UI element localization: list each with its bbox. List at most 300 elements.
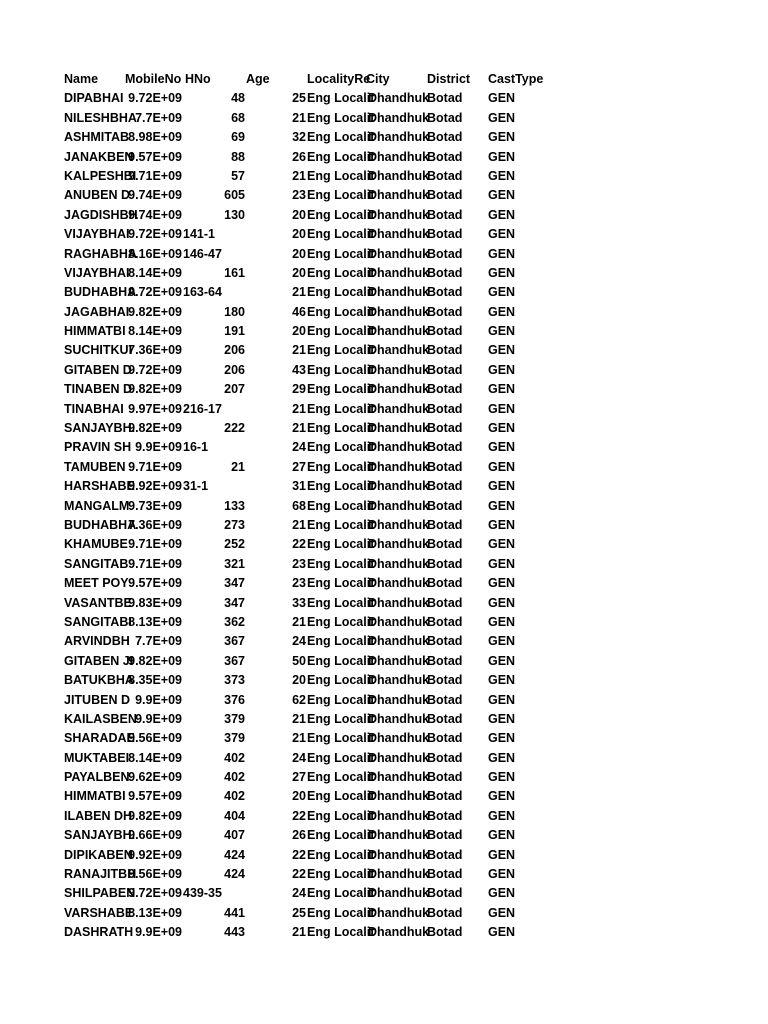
- cell-locality[interactable]: Eng Localit: [307, 362, 375, 377]
- cell-age[interactable]: 22: [292, 867, 306, 882]
- cell-district[interactable]: Botad: [427, 595, 463, 610]
- cell-city[interactable]: Dhandhuk: [368, 362, 430, 377]
- cell-city[interactable]: Dhandhuk: [368, 382, 430, 397]
- cell-hno[interactable]: 443: [224, 925, 245, 940]
- cell-locality[interactable]: Eng Localit: [307, 207, 375, 222]
- cell-hno[interactable]: 191: [224, 324, 245, 339]
- cell-cast[interactable]: GEN: [488, 498, 516, 513]
- cell-district[interactable]: Botad: [427, 886, 463, 901]
- cell-city[interactable]: Dhandhuk: [368, 537, 430, 552]
- cell-hno[interactable]: 69: [231, 130, 245, 145]
- cell-age[interactable]: 25: [292, 905, 306, 920]
- cell-district[interactable]: Botad: [427, 692, 463, 707]
- cell-mobile[interactable]: 8.14E+09: [128, 750, 182, 765]
- cell-district[interactable]: Botad: [427, 130, 463, 145]
- cell-cast[interactable]: GEN: [488, 168, 516, 183]
- cell-mobile[interactable]: 7.36E+09: [128, 517, 182, 532]
- cell-cast[interactable]: GEN: [488, 653, 516, 668]
- cell-mobile[interactable]: 9.82E+09: [128, 382, 182, 397]
- cell-mobile[interactable]: 9.74E+09: [128, 207, 182, 222]
- cell-cast[interactable]: GEN: [488, 886, 516, 901]
- cell-cast[interactable]: GEN: [488, 421, 516, 436]
- cell-locality[interactable]: Eng Localit: [307, 692, 375, 707]
- cell-locality[interactable]: Eng Localit: [307, 130, 375, 145]
- cell-district[interactable]: Botad: [427, 673, 463, 688]
- cell-mobile[interactable]: 8.13E+09: [128, 614, 182, 629]
- cell-locality[interactable]: Eng Localit: [307, 905, 375, 920]
- cell-district[interactable]: Botad: [427, 828, 463, 843]
- cell-name[interactable]: RANAJITBH: [64, 867, 137, 882]
- cell-locality[interactable]: Eng Localit: [307, 653, 375, 668]
- cell-mobile[interactable]: 8.14E+09: [128, 324, 182, 339]
- cell-district[interactable]: Botad: [427, 867, 463, 882]
- cell-age[interactable]: 33: [292, 595, 306, 610]
- cell-mobile[interactable]: 9.57E+09: [128, 576, 182, 591]
- cell-locality[interactable]: Eng Localit: [307, 789, 375, 804]
- cell-city[interactable]: Dhandhuk: [368, 517, 430, 532]
- cell-name[interactable]: HIMMATBI: [64, 324, 126, 339]
- cell-age[interactable]: 43: [292, 362, 306, 377]
- cell-cast[interactable]: GEN: [488, 149, 516, 164]
- cell-cast[interactable]: GEN: [488, 905, 516, 920]
- cell-cast[interactable]: GEN: [488, 770, 516, 785]
- cell-age[interactable]: 20: [292, 324, 306, 339]
- cell-city[interactable]: Dhandhuk: [368, 867, 430, 882]
- cell-district[interactable]: Botad: [427, 382, 463, 397]
- cell-locality[interactable]: Eng Localit: [307, 614, 375, 629]
- cell-locality[interactable]: Eng Localit: [307, 731, 375, 746]
- cell-city[interactable]: Dhandhuk: [368, 808, 430, 823]
- header-city[interactable]: City: [366, 72, 390, 86]
- cell-cast[interactable]: GEN: [488, 207, 516, 222]
- cell-hno[interactable]: 321: [224, 556, 245, 571]
- cell-district[interactable]: Botad: [427, 498, 463, 513]
- cell-hno[interactable]: 402: [224, 789, 245, 804]
- cell-age[interactable]: 22: [292, 808, 306, 823]
- cell-age[interactable]: 20: [292, 207, 306, 222]
- cell-mobile[interactable]: 9.72E+09: [128, 362, 182, 377]
- cell-cast[interactable]: GEN: [488, 614, 516, 629]
- cell-city[interactable]: Dhandhuk: [368, 556, 430, 571]
- cell-hno[interactable]: 424: [224, 847, 245, 862]
- cell-city[interactable]: Dhandhuk: [368, 207, 430, 222]
- cell-name[interactable]: MEET POY: [64, 576, 129, 591]
- cell-hno[interactable]: 367: [224, 634, 245, 649]
- header-hno[interactable]: HNo: [185, 72, 211, 86]
- cell-age[interactable]: 31: [292, 479, 306, 494]
- cell-district[interactable]: Botad: [427, 517, 463, 532]
- cell-cast[interactable]: GEN: [488, 595, 516, 610]
- cell-mobile[interactable]: 9.82E+09: [128, 421, 182, 436]
- cell-locality[interactable]: Eng Localit: [307, 828, 375, 843]
- cell-hno[interactable]: 216-17: [183, 401, 222, 416]
- cell-hno[interactable]: 57: [231, 168, 245, 183]
- cell-hno[interactable]: 367: [224, 653, 245, 668]
- cell-city[interactable]: Dhandhuk: [368, 440, 430, 455]
- cell-name[interactable]: BUDHABHA: [64, 517, 137, 532]
- cell-district[interactable]: Botad: [427, 421, 463, 436]
- cell-name[interactable]: JAGDISHBH: [64, 207, 138, 222]
- cell-city[interactable]: Dhandhuk: [368, 246, 430, 261]
- cell-locality[interactable]: Eng Localit: [307, 421, 375, 436]
- cell-age[interactable]: 29: [292, 382, 306, 397]
- cell-district[interactable]: Botad: [427, 304, 463, 319]
- cell-age[interactable]: 20: [292, 673, 306, 688]
- cell-locality[interactable]: Eng Localit: [307, 673, 375, 688]
- cell-name[interactable]: JAGABHAI: [64, 304, 130, 319]
- cell-city[interactable]: Dhandhuk: [368, 653, 430, 668]
- cell-cast[interactable]: GEN: [488, 91, 516, 106]
- cell-mobile[interactable]: 9.62E+09: [128, 770, 182, 785]
- cell-mobile[interactable]: 9.71E+09: [128, 168, 182, 183]
- cell-city[interactable]: Dhandhuk: [368, 847, 430, 862]
- cell-district[interactable]: Botad: [427, 731, 463, 746]
- cell-age[interactable]: 21: [292, 285, 306, 300]
- cell-mobile[interactable]: 9.82E+09: [128, 808, 182, 823]
- cell-hno[interactable]: 407: [224, 828, 245, 843]
- cell-mobile[interactable]: 9.72E+09: [128, 285, 182, 300]
- cell-age[interactable]: 50: [292, 653, 306, 668]
- cell-district[interactable]: Botad: [427, 925, 463, 940]
- cell-locality[interactable]: Eng Localit: [307, 479, 375, 494]
- cell-name[interactable]: VASANTBE: [64, 595, 132, 610]
- cell-hno[interactable]: 16-1: [183, 440, 209, 455]
- cell-name[interactable]: TINABHAI: [64, 401, 124, 416]
- cell-district[interactable]: Botad: [427, 227, 463, 242]
- cell-hno[interactable]: 207: [224, 382, 245, 397]
- cell-hno[interactable]: 163-64: [183, 285, 222, 300]
- cell-cast[interactable]: GEN: [488, 459, 516, 474]
- cell-city[interactable]: Dhandhuk: [368, 265, 430, 280]
- cell-city[interactable]: Dhandhuk: [368, 479, 430, 494]
- cell-age[interactable]: 21: [292, 168, 306, 183]
- cell-locality[interactable]: Eng Localit: [307, 459, 375, 474]
- cell-name[interactable]: PRAVIN SH: [64, 440, 132, 455]
- cell-locality[interactable]: Eng Localit: [307, 401, 375, 416]
- cell-district[interactable]: Botad: [427, 401, 463, 416]
- cell-locality[interactable]: Eng Localit: [307, 711, 375, 726]
- cell-cast[interactable]: GEN: [488, 479, 516, 494]
- cell-age[interactable]: 20: [292, 246, 306, 261]
- cell-district[interactable]: Botad: [427, 440, 463, 455]
- cell-city[interactable]: Dhandhuk: [368, 130, 430, 145]
- cell-cast[interactable]: GEN: [488, 711, 516, 726]
- cell-district[interactable]: Botad: [427, 343, 463, 358]
- cell-age[interactable]: 20: [292, 789, 306, 804]
- cell-name[interactable]: DASHRATH: [64, 925, 134, 940]
- cell-name[interactable]: SANJAYBH.: [64, 421, 136, 436]
- cell-age[interactable]: 20: [292, 227, 306, 242]
- cell-age[interactable]: 23: [292, 556, 306, 571]
- cell-city[interactable]: Dhandhuk: [368, 750, 430, 765]
- cell-hno[interactable]: 402: [224, 770, 245, 785]
- cell-locality[interactable]: Eng Localit: [307, 595, 375, 610]
- cell-locality[interactable]: Eng Localit: [307, 110, 375, 125]
- cell-cast[interactable]: GEN: [488, 382, 516, 397]
- cell-district[interactable]: Botad: [427, 770, 463, 785]
- cell-name[interactable]: ANUBEN D: [64, 188, 130, 203]
- cell-hno[interactable]: 379: [224, 711, 245, 726]
- cell-mobile[interactable]: 9.74E+09: [128, 188, 182, 203]
- cell-city[interactable]: Dhandhuk: [368, 595, 430, 610]
- cell-district[interactable]: Botad: [427, 110, 463, 125]
- cell-city[interactable]: Dhandhuk: [368, 227, 430, 242]
- cell-city[interactable]: Dhandhuk: [368, 285, 430, 300]
- header-name[interactable]: Name: [64, 72, 99, 86]
- cell-hno[interactable]: 88: [231, 149, 245, 164]
- cell-cast[interactable]: GEN: [488, 750, 516, 765]
- cell-mobile[interactable]: 7.7E+09: [135, 634, 182, 649]
- cell-age[interactable]: 26: [292, 828, 306, 843]
- cell-name[interactable]: TAMUBEN: [64, 459, 126, 474]
- cell-locality[interactable]: Eng Localit: [307, 847, 375, 862]
- cell-name[interactable]: MANGALM: [64, 498, 130, 513]
- cell-hno[interactable]: 404: [224, 808, 245, 823]
- cell-locality[interactable]: Eng Localit: [307, 886, 375, 901]
- cell-age[interactable]: 46: [292, 304, 306, 319]
- cell-city[interactable]: Dhandhuk: [368, 459, 430, 474]
- cell-age[interactable]: 21: [292, 517, 306, 532]
- cell-age[interactable]: 23: [292, 576, 306, 591]
- cell-hno[interactable]: 141-1: [183, 227, 215, 242]
- cell-city[interactable]: Dhandhuk: [368, 576, 430, 591]
- cell-hno[interactable]: 31-1: [183, 479, 209, 494]
- cell-hno[interactable]: 252: [224, 537, 245, 552]
- cell-name[interactable]: SHARADAE: [64, 731, 135, 746]
- cell-age[interactable]: 27: [292, 770, 306, 785]
- header-locality[interactable]: LocalityRe: [307, 72, 371, 86]
- cell-locality[interactable]: Eng Localit: [307, 440, 375, 455]
- cell-name[interactable]: HIMMATBI: [64, 789, 126, 804]
- cell-city[interactable]: Dhandhuk: [368, 498, 430, 513]
- cell-age[interactable]: 21: [292, 343, 306, 358]
- cell-mobile[interactable]: 7.36E+09: [128, 343, 182, 358]
- cell-city[interactable]: Dhandhuk: [368, 634, 430, 649]
- cell-locality[interactable]: Eng Localit: [307, 304, 375, 319]
- cell-hno[interactable]: 347: [224, 595, 245, 610]
- cell-cast[interactable]: GEN: [488, 401, 516, 416]
- cell-locality[interactable]: Eng Localit: [307, 770, 375, 785]
- cell-district[interactable]: Botad: [427, 324, 463, 339]
- cell-locality[interactable]: Eng Localit: [307, 537, 375, 552]
- cell-hno[interactable]: 206: [224, 362, 245, 377]
- cell-cast[interactable]: GEN: [488, 867, 516, 882]
- cell-age[interactable]: 23: [292, 188, 306, 203]
- cell-name[interactable]: PAYALBEN: [64, 770, 130, 785]
- cell-cast[interactable]: GEN: [488, 188, 516, 203]
- cell-hno[interactable]: 161: [224, 265, 245, 280]
- cell-age[interactable]: 20: [292, 265, 306, 280]
- cell-locality[interactable]: Eng Localit: [307, 498, 375, 513]
- cell-district[interactable]: Botad: [427, 576, 463, 591]
- cell-district[interactable]: Botad: [427, 905, 463, 920]
- cell-city[interactable]: Dhandhuk: [368, 91, 430, 106]
- cell-name[interactable]: DIPIKABEN: [64, 847, 133, 862]
- cell-mobile[interactable]: 8.13E+09: [128, 905, 182, 920]
- cell-age[interactable]: 24: [292, 886, 306, 901]
- cell-district[interactable]: Botad: [427, 847, 463, 862]
- cell-locality[interactable]: Eng Localit: [307, 91, 375, 106]
- cell-city[interactable]: Dhandhuk: [368, 886, 430, 901]
- cell-cast[interactable]: GEN: [488, 343, 516, 358]
- cell-name[interactable]: JITUBEN D: [64, 692, 130, 707]
- cell-locality[interactable]: Eng Localit: [307, 867, 375, 882]
- cell-locality[interactable]: Eng Localit: [307, 517, 375, 532]
- cell-city[interactable]: Dhandhuk: [368, 673, 430, 688]
- cell-name[interactable]: GITABEN JI: [64, 653, 134, 668]
- cell-district[interactable]: Botad: [427, 614, 463, 629]
- cell-city[interactable]: Dhandhuk: [368, 168, 430, 183]
- cell-district[interactable]: Botad: [427, 149, 463, 164]
- cell-name[interactable]: RAGHABHA: [64, 246, 137, 261]
- cell-name[interactable]: BUDHABHA: [64, 285, 137, 300]
- cell-district[interactable]: Botad: [427, 188, 463, 203]
- cell-locality[interactable]: Eng Localit: [307, 343, 375, 358]
- cell-locality[interactable]: Eng Localit: [307, 285, 375, 300]
- cell-hno[interactable]: 402: [224, 750, 245, 765]
- cell-mobile[interactable]: 9.9E+09: [135, 692, 182, 707]
- cell-locality[interactable]: Eng Localit: [307, 149, 375, 164]
- cell-cast[interactable]: GEN: [488, 246, 516, 261]
- cell-cast[interactable]: GEN: [488, 556, 516, 571]
- cell-district[interactable]: Botad: [427, 711, 463, 726]
- cell-locality[interactable]: Eng Localit: [307, 750, 375, 765]
- cell-hno[interactable]: 48: [231, 91, 245, 106]
- cell-name[interactable]: VIJAYBHAI: [64, 265, 130, 280]
- cell-district[interactable]: Botad: [427, 479, 463, 494]
- cell-city[interactable]: Dhandhuk: [368, 614, 430, 629]
- header-district[interactable]: District: [427, 72, 471, 86]
- cell-cast[interactable]: GEN: [488, 576, 516, 591]
- cell-locality[interactable]: Eng Localit: [307, 188, 375, 203]
- cell-city[interactable]: Dhandhuk: [368, 731, 430, 746]
- cell-name[interactable]: ILABEN DH: [64, 808, 133, 823]
- cell-locality[interactable]: Eng Localit: [307, 246, 375, 261]
- cell-mobile[interactable]: 8.14E+09: [128, 265, 182, 280]
- cell-cast[interactable]: GEN: [488, 517, 516, 532]
- cell-name[interactable]: KAILASBEN: [64, 711, 137, 726]
- cell-mobile[interactable]: 9.71E+09: [128, 459, 182, 474]
- cell-age[interactable]: 68: [292, 498, 306, 513]
- cell-mobile[interactable]: 9.72E+09: [128, 91, 182, 106]
- cell-district[interactable]: Botad: [427, 459, 463, 474]
- cell-cast[interactable]: GEN: [488, 925, 516, 940]
- cell-cast[interactable]: GEN: [488, 731, 516, 746]
- cell-city[interactable]: Dhandhuk: [368, 110, 430, 125]
- cell-mobile[interactable]: 9.82E+09: [128, 304, 182, 319]
- cell-city[interactable]: Dhandhuk: [368, 828, 430, 843]
- cell-city[interactable]: Dhandhuk: [368, 692, 430, 707]
- cell-hno[interactable]: 273: [224, 517, 245, 532]
- cell-hno[interactable]: 130: [224, 207, 245, 222]
- cell-mobile[interactable]: 9.57E+09: [128, 789, 182, 804]
- cell-age[interactable]: 21: [292, 925, 306, 940]
- cell-name[interactable]: VIJAYBHAI: [64, 227, 130, 242]
- cell-cast[interactable]: GEN: [488, 808, 516, 823]
- cell-district[interactable]: Botad: [427, 537, 463, 552]
- cell-hno[interactable]: 133: [224, 498, 245, 513]
- cell-district[interactable]: Botad: [427, 653, 463, 668]
- cell-city[interactable]: Dhandhuk: [368, 343, 430, 358]
- cell-name[interactable]: GITABEN D: [64, 362, 132, 377]
- cell-age[interactable]: 21: [292, 110, 306, 125]
- cell-mobile[interactable]: 8.35E+09: [128, 673, 182, 688]
- cell-mobile[interactable]: 9.72E+09: [128, 227, 182, 242]
- cell-cast[interactable]: GEN: [488, 227, 516, 242]
- cell-city[interactable]: Dhandhuk: [368, 711, 430, 726]
- cell-cast[interactable]: GEN: [488, 362, 516, 377]
- cell-district[interactable]: Botad: [427, 362, 463, 377]
- cell-hno[interactable]: 362: [224, 614, 245, 629]
- cell-cast[interactable]: GEN: [488, 265, 516, 280]
- cell-district[interactable]: Botad: [427, 750, 463, 765]
- header-age[interactable]: Age: [246, 72, 270, 86]
- cell-hno[interactable]: 347: [224, 576, 245, 591]
- cell-cast[interactable]: GEN: [488, 789, 516, 804]
- cell-city[interactable]: Dhandhuk: [368, 324, 430, 339]
- cell-locality[interactable]: Eng Localit: [307, 925, 375, 940]
- cell-name[interactable]: TINABEN D: [64, 382, 133, 397]
- cell-hno[interactable]: 376: [224, 692, 245, 707]
- cell-mobile[interactable]: 9.97E+09: [128, 401, 182, 416]
- cell-cast[interactable]: GEN: [488, 692, 516, 707]
- cell-name[interactable]: JANAKBEN: [64, 149, 134, 164]
- cell-age[interactable]: 24: [292, 750, 306, 765]
- cell-mobile[interactable]: 9.82E+09: [128, 653, 182, 668]
- cell-hno[interactable]: 21: [231, 459, 245, 474]
- cell-locality[interactable]: Eng Localit: [307, 634, 375, 649]
- header-cast[interactable]: CastType: [488, 72, 544, 86]
- cell-district[interactable]: Botad: [427, 168, 463, 183]
- cell-cast[interactable]: GEN: [488, 634, 516, 649]
- cell-district[interactable]: Botad: [427, 556, 463, 571]
- cell-locality[interactable]: Eng Localit: [307, 324, 375, 339]
- cell-cast[interactable]: GEN: [488, 304, 516, 319]
- cell-age[interactable]: 25: [292, 91, 306, 106]
- cell-name[interactable]: SHILPABEN: [64, 886, 136, 901]
- cell-hno[interactable]: 222: [224, 421, 245, 436]
- cell-name[interactable]: BATUKBHA: [64, 673, 134, 688]
- cell-cast[interactable]: GEN: [488, 673, 516, 688]
- cell-locality[interactable]: Eng Localit: [307, 227, 375, 242]
- cell-hno[interactable]: 424: [224, 867, 245, 882]
- cell-cast[interactable]: GEN: [488, 130, 516, 145]
- cell-mobile[interactable]: 9.83E+09: [128, 595, 182, 610]
- cell-district[interactable]: Botad: [427, 246, 463, 261]
- cell-city[interactable]: Dhandhuk: [368, 149, 430, 164]
- cell-mobile[interactable]: 8.98E+09: [128, 130, 182, 145]
- cell-mobile[interactable]: 9.56E+09: [128, 867, 182, 882]
- cell-district[interactable]: Botad: [427, 265, 463, 280]
- cell-mobile[interactable]: 9.71E+09: [128, 556, 182, 571]
- cell-mobile[interactable]: 7.7E+09: [135, 110, 182, 125]
- header-mobile[interactable]: MobileNo: [125, 72, 182, 86]
- cell-mobile[interactable]: 8.16E+09: [128, 246, 182, 261]
- cell-name[interactable]: ARVINDBH: [64, 634, 130, 649]
- cell-city[interactable]: Dhandhuk: [368, 421, 430, 436]
- cell-mobile[interactable]: 9.72E+09: [128, 886, 182, 901]
- cell-name[interactable]: NILESHBHA: [64, 110, 137, 125]
- cell-hno[interactable]: 146-47: [183, 246, 222, 261]
- cell-age[interactable]: 32: [292, 130, 306, 145]
- cell-name[interactable]: VARSHABE: [64, 905, 134, 920]
- cell-locality[interactable]: Eng Localit: [307, 576, 375, 591]
- cell-district[interactable]: Botad: [427, 808, 463, 823]
- cell-mobile[interactable]: 9.73E+09: [128, 498, 182, 513]
- cell-locality[interactable]: Eng Localit: [307, 168, 375, 183]
- cell-age[interactable]: 26: [292, 149, 306, 164]
- cell-district[interactable]: Botad: [427, 91, 463, 106]
